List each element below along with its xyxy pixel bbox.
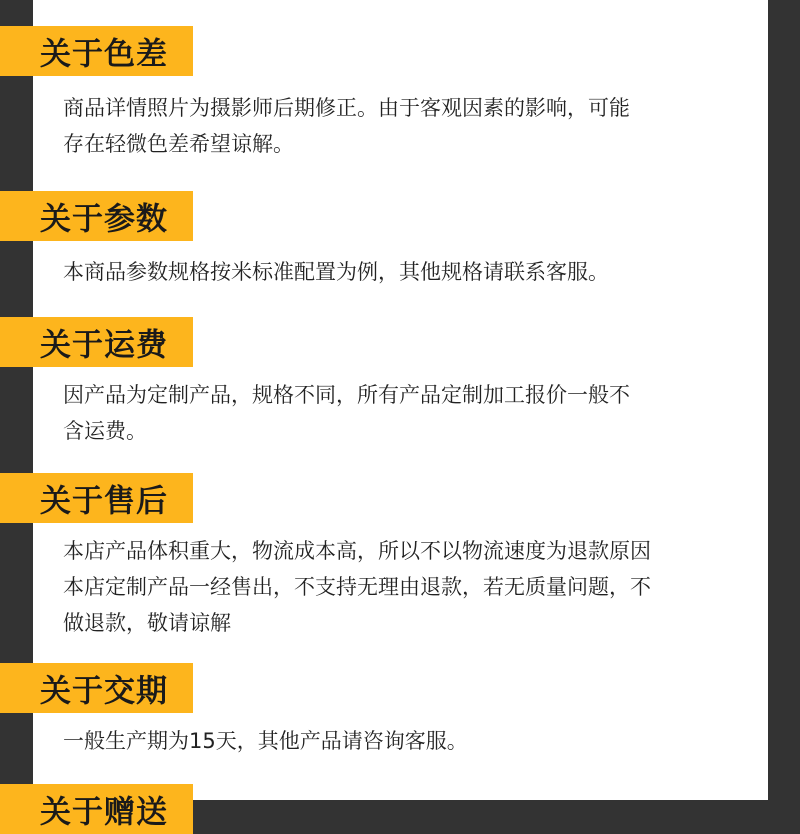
section-heading-tag: [0, 26, 193, 76]
section-body: [63, 254, 753, 290]
body-line: 本商品参数规格按米标准配置为例，其他规格请联系客服。: [63, 260, 609, 284]
section-body: [63, 90, 753, 162]
body-line: 因产品为定制产品，规格不同，所有产品定制加工报价一般不: [63, 383, 630, 407]
section-heading: 关于赠送: [40, 794, 168, 831]
content-panel: [33, 0, 768, 831]
section-heading-tag: [0, 473, 193, 523]
section-heading-tag: [0, 784, 193, 834]
body-line: 一般生产期为15天，其他产品请咨询客服。: [63, 729, 468, 753]
section-body: [63, 377, 753, 449]
section-heading: 关于参数: [40, 201, 168, 238]
body-line: 本店定制产品一经售出，不支持无理由退款，若无质量问题，不: [63, 575, 651, 599]
body-line: 做退款，敬请谅解: [63, 611, 231, 635]
section-body: [63, 533, 753, 641]
section-heading: 关于运费: [40, 327, 168, 364]
body-line: 本店产品体积重大，物流成本高，所以不以物流速度为退款原因: [63, 539, 651, 563]
section-heading-tag: [0, 317, 193, 367]
section-heading-tag: [0, 191, 193, 241]
section-body: [63, 723, 753, 759]
section-heading: 关于交期: [40, 673, 168, 710]
body-line: 含运费。: [63, 419, 147, 443]
section-heading: 关于色差: [40, 36, 168, 73]
body-line: 商品详情照片为摄影师后期修正。由于客观因素的影响，可能: [63, 96, 630, 120]
body-line: 存在轻微色差希望谅解。: [63, 132, 294, 156]
section-heading: 关于售后: [40, 483, 168, 520]
section-heading-tag: [0, 663, 193, 713]
